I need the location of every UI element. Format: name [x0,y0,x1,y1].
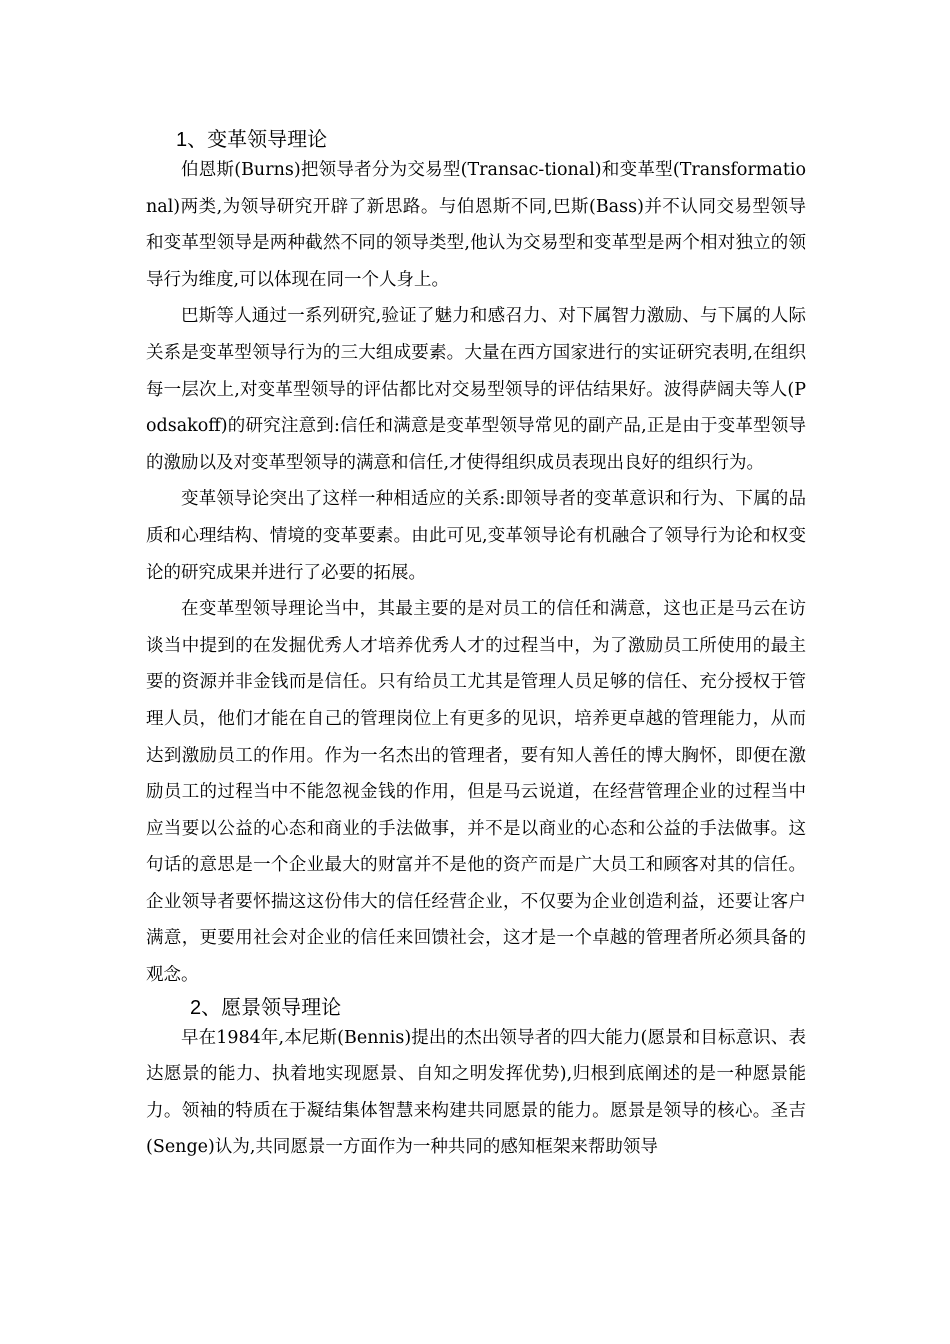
paragraph: 巴斯等人通过一系列研究,验证了魅力和感召力、对下属智力激励、与下属的人际关系是变革型领导行为的三大组成要素。大量在西方国家进行的实证研究表明,在组织每一层次上,对变革型领导的评估都比对交易型领导的评估结果好。波得萨阔夫等人(Podsakoff)的研究注意到:信任和满意是变革型领导常见的副产品,正是由于变革型领导的激励以及对变革型领导的满意和信任,才使得组织成员表现出良好的组织行为。 [146,306,806,473]
paragraph: 在变革型领导理论当中，其最主要的是对员工的信任和满意，这也正是马云在访谈当中提到的在发掘优秀人才培养优秀人才的过程当中，为了激励员工所使用的最主要的资源并非金钱而是信任。只有给员工尤其是管理人员足够的信任、充分授权于管理人员，他们才能在自己的管理岗位上有更多的见识，培养更卓越的管理能力，从而达到激励员工的作用。作为一名杰出的管理者，要有知人善任的博大胸怀，即便在激励员工的过程当中不能忽视金钱的作用，但是马云说道，在经营管理企业的过程当中应当要以公益的心态和商业的手法做事，并不是以商业的心态和公益的手法做事。这句话的意思是一个企业最大的财富并不是他的资产而是广大员工和顾客对其的信任。企业领导者要怀揣这这份伟大的信任经营企业，不仅要为企业创造利益，还要让客户满意，更要用社会对企业的信任来回馈社会，这才是一个卓越的管理者所必须具备的观念。 [146,599,806,986]
document-body [146,126,806,1166]
paragraph: 伯恩斯(Burns)把领导者分为交易型(Transac-tional)和变革型(Transformational)两类,为领导研究开辟了新思路。与伯恩斯不同,巴斯(Bass)并不认同交易型领导和变革型领导是两种截然不同的领导类型,他认为交易型和变革型是两个相对独立的领导行为维度,可以体现在同一个人身上。 [146,160,806,290]
paragraph: 早在1984年,本尼斯(Bennis)提出的杰出领导者的四大能力(愿景和目标意识、表达愿景的能力、执着地实现愿景、自知之明发挥优势),归根到底阐述的是一种愿景能力。领袖的特质在于凝结集体智慧来构建共同愿景的能力。愿景是领导的核心。圣吉(Senge)认为,共同愿景一方面作为一种共同的感知框架来帮助领导 [146,1027,806,1158]
section-heading-transformational-leadership: 1、变革领导理论 [176,129,328,151]
paragraph: 变革领导论突出了这样一种相适应的关系:即领导者的变革意识和行为、下属的品质和心理结构、情境的变革要素。由此可见,变革领导论有机融合了领导行为论和权变论的研究成果并进行了必要的拓展。 [146,489,806,583]
section-heading-vision-leadership: 2、愿景领导理论 [190,996,342,1019]
